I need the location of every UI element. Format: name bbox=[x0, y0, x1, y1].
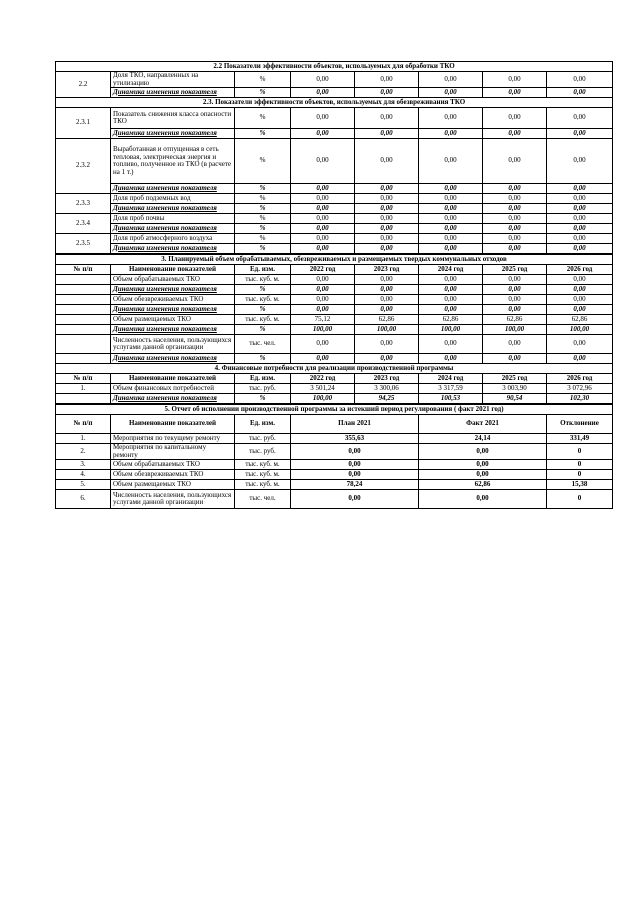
table-cell: 0,00 bbox=[419, 275, 483, 285]
indicator-name: Динамика изменения показателя bbox=[111, 285, 235, 295]
table-cell: 0,00 bbox=[547, 335, 613, 354]
table-cell: 0,00 bbox=[547, 234, 613, 244]
table-cell: 0,00 bbox=[547, 214, 613, 224]
indicator-name: Динамика изменения показателя bbox=[111, 88, 235, 98]
table-cell: 0,00 bbox=[483, 139, 547, 184]
column-header: 2023 год bbox=[355, 374, 419, 384]
table-cell: 62,86 bbox=[419, 480, 547, 490]
dynamics-row bbox=[56, 325, 613, 335]
column-header: 2024 год bbox=[419, 265, 483, 275]
table-cell: 0,00 bbox=[291, 108, 355, 129]
table-cell: 0,00 bbox=[291, 194, 355, 204]
column-header: Ед. изм. bbox=[235, 265, 291, 275]
section-title-row bbox=[56, 62, 613, 72]
column-header: 2024 год bbox=[419, 374, 483, 384]
dynamics-row bbox=[56, 354, 613, 364]
volume-finance-table-body bbox=[56, 255, 613, 404]
table-cell: 0,00 bbox=[355, 305, 419, 315]
section-title-row bbox=[56, 405, 613, 415]
table-cell: 0,00 bbox=[355, 139, 419, 184]
table-cell: 100,00 bbox=[483, 325, 547, 335]
table-cell: тыс. чел. bbox=[235, 490, 291, 509]
indicator-name: Мероприятия по капитальному ремонту bbox=[111, 444, 235, 460]
table-cell: 0 bbox=[547, 470, 613, 480]
table-cell: 1. bbox=[56, 434, 111, 444]
table-cell: % bbox=[235, 234, 291, 244]
indicator-name: Доля проб атмосферного воздуха bbox=[111, 234, 235, 244]
table-cell: 94,25 bbox=[355, 394, 419, 404]
table-cell: 0,00 bbox=[547, 72, 613, 88]
table-cell: 0,00 bbox=[291, 72, 355, 88]
table-cell: 75,12 bbox=[291, 315, 355, 325]
indicator-name: Динамика изменения показателя bbox=[111, 129, 235, 139]
table-cell: 0,00 bbox=[355, 88, 419, 98]
column-header: Наименование показателей bbox=[111, 265, 235, 275]
table-cell: 102,30 bbox=[547, 394, 613, 404]
header-row bbox=[56, 265, 613, 275]
table-cell: 0,00 bbox=[483, 224, 547, 234]
row-number: 2.3.5 bbox=[56, 234, 111, 254]
table-cell: 0,00 bbox=[355, 204, 419, 214]
table-cell: тыс. руб. bbox=[235, 384, 291, 394]
table-cell: 0,00 bbox=[419, 184, 483, 194]
table-cell: 0,00 bbox=[483, 335, 547, 354]
table-cell: 0,00 bbox=[291, 204, 355, 214]
table-cell: тыс. куб. м. bbox=[235, 460, 291, 470]
table-cell: % bbox=[235, 285, 291, 295]
table-cell: 0,00 bbox=[419, 88, 483, 98]
table-cell: % bbox=[235, 394, 291, 404]
table-cell: 0,00 bbox=[483, 88, 547, 98]
row-number: 2.2 bbox=[56, 72, 111, 98]
column-header: № п/п bbox=[56, 415, 111, 434]
table-cell: 355,63 bbox=[291, 434, 419, 444]
table-cell: 0,00 bbox=[547, 184, 613, 194]
dynamics-row bbox=[56, 244, 613, 254]
table-cell: 0,00 bbox=[547, 139, 613, 184]
table-cell: 0,00 bbox=[419, 305, 483, 315]
table-cell: 0,00 bbox=[291, 184, 355, 194]
section-title: 5. Отчет об исполнении производственной программы за истекший период регулирования ( факт 2021 год) bbox=[56, 405, 613, 415]
table-cell: 0,00 bbox=[483, 129, 547, 139]
indicator-name: Объем размещаемых ТКО bbox=[111, 480, 235, 490]
table-cell: 0,00 bbox=[483, 275, 547, 285]
table-row bbox=[56, 234, 613, 244]
row-number: 2.3.4 bbox=[56, 214, 111, 234]
indicator-name: Динамика изменения показателя bbox=[111, 394, 235, 404]
section-title: 3. Планируемый объем обрабатываемых, обезвреживаемых и размещаемых твердых коммунальных отходов bbox=[56, 255, 613, 265]
table-cell: 100,00 bbox=[355, 325, 419, 335]
table-cell: 0 bbox=[547, 490, 613, 509]
table-cell: % bbox=[235, 129, 291, 139]
table-cell bbox=[56, 305, 111, 315]
table-cell: 0,00 bbox=[419, 444, 547, 460]
table-cell: 0 bbox=[547, 460, 613, 470]
table-cell: 0,00 bbox=[291, 490, 419, 509]
table-row bbox=[56, 434, 613, 444]
table-cell: 78,24 bbox=[291, 480, 419, 490]
table-cell: 0,00 bbox=[419, 194, 483, 204]
indicator-name: Объем обрабатываемых ТКО bbox=[111, 460, 235, 470]
indicator-name: Численность населения, пользующихся услугами данной организации bbox=[111, 490, 235, 509]
table-cell: 0,00 bbox=[355, 129, 419, 139]
dynamics-row bbox=[56, 224, 613, 234]
table-cell bbox=[56, 335, 111, 354]
column-header: Отклонение bbox=[547, 415, 613, 434]
table-cell: 0,00 bbox=[419, 234, 483, 244]
table-row bbox=[56, 490, 613, 509]
table-row bbox=[56, 460, 613, 470]
table-cell: % bbox=[235, 325, 291, 335]
indicator-name: Динамика изменения показателя bbox=[111, 325, 235, 335]
table-row bbox=[56, 72, 613, 88]
table-cell: 100,53 bbox=[419, 394, 483, 404]
table-cell bbox=[56, 325, 111, 335]
column-header: Ед. изм. bbox=[235, 374, 291, 384]
indicator-name: Мероприятия по текущему ремонту bbox=[111, 434, 235, 444]
row-number: 2.3.2 bbox=[56, 139, 111, 194]
table-cell: 0,00 bbox=[419, 295, 483, 305]
table-cell: 0,00 bbox=[291, 444, 419, 460]
table-cell: тыс. куб. м. bbox=[235, 470, 291, 480]
column-header: Наименование показателей bbox=[111, 415, 235, 434]
table-row bbox=[56, 480, 613, 490]
column-header: 2023 год bbox=[355, 265, 419, 275]
column-header: 2026 год bbox=[547, 265, 613, 275]
table-cell: 0,00 bbox=[291, 129, 355, 139]
table-cell: % bbox=[235, 214, 291, 224]
column-header: 2022 год bbox=[291, 265, 355, 275]
table-cell: % bbox=[235, 72, 291, 88]
table-cell: 0,00 bbox=[291, 139, 355, 184]
table-cell: 0,00 bbox=[547, 204, 613, 214]
table-cell: 62,86 bbox=[547, 315, 613, 325]
table-cell: 0,00 bbox=[419, 214, 483, 224]
table-cell bbox=[56, 275, 111, 285]
table-cell: 0,00 bbox=[419, 139, 483, 184]
table-cell: 0,00 bbox=[355, 184, 419, 194]
dynamics-row bbox=[56, 88, 613, 98]
table-cell: 100,00 bbox=[291, 394, 355, 404]
table-cell: 3 300,06 bbox=[355, 384, 419, 394]
column-header: № п/п bbox=[56, 265, 111, 275]
indicator-name: Динамика изменения показателя bbox=[111, 305, 235, 315]
table-cell: 0,00 bbox=[483, 194, 547, 204]
table-cell: 0,00 bbox=[355, 244, 419, 254]
report-table-body bbox=[56, 405, 613, 509]
table-row bbox=[56, 108, 613, 129]
table-cell: 0,00 bbox=[291, 460, 419, 470]
table-cell bbox=[56, 285, 111, 295]
table-cell bbox=[56, 394, 111, 404]
table-cell: 0,00 bbox=[291, 244, 355, 254]
indicator-name: Объем обезвреживаемых ТКО bbox=[111, 470, 235, 480]
indicator-name: Объем обезвреживаемых ТКО bbox=[111, 295, 235, 305]
table-cell: тыс. куб. м. bbox=[235, 315, 291, 325]
table-cell: 0,00 bbox=[355, 275, 419, 285]
table-cell: 3 317,59 bbox=[419, 384, 483, 394]
dynamics-row bbox=[56, 129, 613, 139]
indicator-name: Объем финансовых потребностей bbox=[111, 384, 235, 394]
table-cell: 0,00 bbox=[419, 470, 547, 480]
indicator-name: Динамика изменения показателя bbox=[111, 354, 235, 364]
table-cell: 100,00 bbox=[547, 325, 613, 335]
section-title: 4. Финансовые потребности для реализации производственной программы bbox=[56, 364, 613, 374]
indicator-name: Доля проб почвы bbox=[111, 214, 235, 224]
table-cell: 0,00 bbox=[355, 224, 419, 234]
table-cell: 0,00 bbox=[483, 295, 547, 305]
table-cell: 62,86 bbox=[419, 315, 483, 325]
table-cell: 0,00 bbox=[419, 460, 547, 470]
table-cell: 0,00 bbox=[547, 194, 613, 204]
table-cell: 0,00 bbox=[547, 244, 613, 254]
table-cell: 4. bbox=[56, 470, 111, 480]
table-cell: 0,00 bbox=[547, 108, 613, 129]
table-cell: % bbox=[235, 244, 291, 254]
table-cell: 3 003,90 bbox=[483, 384, 547, 394]
column-header: 2026 год bbox=[547, 374, 613, 384]
section-title-row bbox=[56, 255, 613, 265]
table-row bbox=[56, 470, 613, 480]
table-cell: 90,54 bbox=[483, 394, 547, 404]
indicator-name: Доля проб подземных вод bbox=[111, 194, 235, 204]
table-row bbox=[56, 384, 613, 394]
table-cell: 0,00 bbox=[291, 88, 355, 98]
table-row bbox=[56, 214, 613, 224]
table-cell: 1. bbox=[56, 384, 111, 394]
indicator-name: Объем размещаемых ТКО bbox=[111, 315, 235, 325]
table-cell: 0 bbox=[547, 444, 613, 460]
indicator-name: Численность населения, пользующихся услугами данной организации bbox=[111, 335, 235, 354]
table-cell: 0,00 bbox=[483, 204, 547, 214]
dynamics-row bbox=[56, 204, 613, 214]
table-cell: 0,00 bbox=[419, 129, 483, 139]
column-header: Факт 2021 bbox=[419, 415, 547, 434]
table-cell: 3 072,96 bbox=[547, 384, 613, 394]
table-row bbox=[56, 194, 613, 204]
table-cell: тыс. куб. м. bbox=[235, 295, 291, 305]
table-cell bbox=[56, 315, 111, 325]
column-header: Наименование показателей bbox=[111, 374, 235, 384]
table-cell: тыс. куб. м. bbox=[235, 275, 291, 285]
table-cell: 0,00 bbox=[419, 204, 483, 214]
indicator-name: Показатель снижения класса опасности ТКО bbox=[111, 108, 235, 129]
column-header: 2025 год bbox=[483, 265, 547, 275]
table-cell: 0,00 bbox=[291, 285, 355, 295]
section-title: 2.2 Показатели эффективности объектов, используемых для обработки ТКО bbox=[56, 62, 613, 72]
table-cell: 0,00 bbox=[547, 275, 613, 285]
table-cell: 0,00 bbox=[483, 108, 547, 129]
indicator-name: Выработанная и отпущенная в сеть тепловая, электрическая энергия и топливо, полученное из ТКО (в расчете на 1 т.) bbox=[111, 139, 235, 184]
section-title: 2.3. Показатели эффективности объектов, используемых для обезвреживания ТКО bbox=[56, 98, 613, 108]
table-cell: 0,00 bbox=[483, 285, 547, 295]
table-cell: тыс. чел. bbox=[235, 335, 291, 354]
table-row bbox=[56, 444, 613, 460]
table-cell: 0,00 bbox=[355, 335, 419, 354]
table-cell: 331,49 bbox=[547, 434, 613, 444]
column-header: № п/п bbox=[56, 374, 111, 384]
table-cell: 0,00 bbox=[547, 295, 613, 305]
indicator-name: Объем обрабатываемых ТКО bbox=[111, 275, 235, 285]
table-cell: % bbox=[235, 305, 291, 315]
indicator-name: Динамика изменения показателя bbox=[111, 244, 235, 254]
efficiency-table-body bbox=[56, 62, 613, 254]
table-cell: 0,00 bbox=[291, 234, 355, 244]
table-cell: 24,14 bbox=[419, 434, 547, 444]
table-cell: 0,00 bbox=[419, 224, 483, 234]
table-cell: 3. bbox=[56, 460, 111, 470]
table-cell: % bbox=[235, 204, 291, 214]
table-cell: 3 501,24 bbox=[291, 384, 355, 394]
table-cell: 0,00 bbox=[355, 214, 419, 224]
table-cell: тыс. руб. bbox=[235, 444, 291, 460]
table-cell: 0,00 bbox=[355, 72, 419, 88]
table-cell bbox=[56, 295, 111, 305]
dynamics-row bbox=[56, 184, 613, 194]
column-header: План 2021 bbox=[291, 415, 419, 434]
table-cell: 0,00 bbox=[483, 305, 547, 315]
volume-finance-table bbox=[55, 254, 613, 404]
table-cell: 0,00 bbox=[355, 354, 419, 364]
row-number: 2.3.1 bbox=[56, 108, 111, 139]
table-cell: 0,00 bbox=[355, 285, 419, 295]
dynamics-row bbox=[56, 285, 613, 295]
row-number: 2.3.3 bbox=[56, 194, 111, 214]
indicator-name: Доля ТКО, направленных на утилизацию bbox=[111, 72, 235, 88]
table-cell: 6. bbox=[56, 490, 111, 509]
dynamics-row bbox=[56, 305, 613, 315]
table-cell: 0,00 bbox=[547, 88, 613, 98]
table-cell: 0,00 bbox=[419, 285, 483, 295]
table-cell: 2. bbox=[56, 444, 111, 460]
efficiency-table bbox=[55, 61, 613, 254]
table-row bbox=[56, 295, 613, 305]
table-cell: 0,00 bbox=[291, 470, 419, 480]
table-row bbox=[56, 275, 613, 285]
section-title-row bbox=[56, 364, 613, 374]
table-cell: 62,86 bbox=[355, 315, 419, 325]
column-header: 2025 год bbox=[483, 374, 547, 384]
table-cell: 15,38 bbox=[547, 480, 613, 490]
table-cell: 0,00 bbox=[483, 214, 547, 224]
table-cell: % bbox=[235, 108, 291, 129]
table-cell: 0,00 bbox=[483, 184, 547, 194]
table-cell: 0,00 bbox=[291, 275, 355, 285]
table-cell: % bbox=[235, 224, 291, 234]
table-cell: 0,00 bbox=[419, 490, 547, 509]
table-cell: тыс. руб. bbox=[235, 434, 291, 444]
table-cell: 0,00 bbox=[483, 72, 547, 88]
table-cell: 0,00 bbox=[355, 234, 419, 244]
indicator-name: Динамика изменения показателя bbox=[111, 224, 235, 234]
header-row bbox=[56, 374, 613, 384]
table-cell: 100,00 bbox=[419, 325, 483, 335]
column-header: 2022 год bbox=[291, 374, 355, 384]
table-cell: 100,00 bbox=[291, 325, 355, 335]
table-cell: 0,00 bbox=[419, 108, 483, 129]
report-table bbox=[55, 404, 613, 509]
table-cell: % bbox=[235, 139, 291, 184]
document-page bbox=[55, 61, 612, 509]
table-cell: 0,00 bbox=[419, 244, 483, 254]
table-cell: % bbox=[235, 194, 291, 204]
indicator-name: Динамика изменения показателя bbox=[111, 204, 235, 214]
table-cell: 0,00 bbox=[483, 234, 547, 244]
table-cell: тыс. куб. м. bbox=[235, 480, 291, 490]
table-cell: 0,00 bbox=[547, 305, 613, 315]
indicator-name: Динамика изменения показателя bbox=[111, 184, 235, 194]
table-cell: 0,00 bbox=[291, 224, 355, 234]
header-row bbox=[56, 415, 613, 434]
table-cell: 0,00 bbox=[483, 244, 547, 254]
table-cell: 0,00 bbox=[291, 305, 355, 315]
table-cell: 0,00 bbox=[355, 108, 419, 129]
table-cell: % bbox=[235, 354, 291, 364]
table-cell: 5. bbox=[56, 480, 111, 490]
table-cell: 0,00 bbox=[483, 354, 547, 364]
table-cell: % bbox=[235, 184, 291, 194]
table-cell: 0,00 bbox=[291, 335, 355, 354]
table-cell: 0,00 bbox=[291, 354, 355, 364]
table-cell: 0,00 bbox=[547, 129, 613, 139]
table-cell: 0,00 bbox=[547, 285, 613, 295]
table-row bbox=[56, 139, 613, 184]
table-cell: 0,00 bbox=[419, 72, 483, 88]
table-cell: 0,00 bbox=[419, 335, 483, 354]
table-row bbox=[56, 335, 613, 354]
table-cell: 0,00 bbox=[547, 354, 613, 364]
table-cell: 0,00 bbox=[547, 224, 613, 234]
table-cell: 62,86 bbox=[483, 315, 547, 325]
dynamics-row bbox=[56, 394, 613, 404]
section-title-row bbox=[56, 98, 613, 108]
table-cell bbox=[56, 354, 111, 364]
column-header: Ед. изм. bbox=[235, 415, 291, 434]
table-row bbox=[56, 315, 613, 325]
table-cell: 0,00 bbox=[291, 214, 355, 224]
table-cell: 0,00 bbox=[291, 295, 355, 305]
table-cell: 0,00 bbox=[355, 194, 419, 204]
table-cell: % bbox=[235, 88, 291, 98]
table-cell: 0,00 bbox=[355, 295, 419, 305]
table-cell: 0,00 bbox=[419, 354, 483, 364]
